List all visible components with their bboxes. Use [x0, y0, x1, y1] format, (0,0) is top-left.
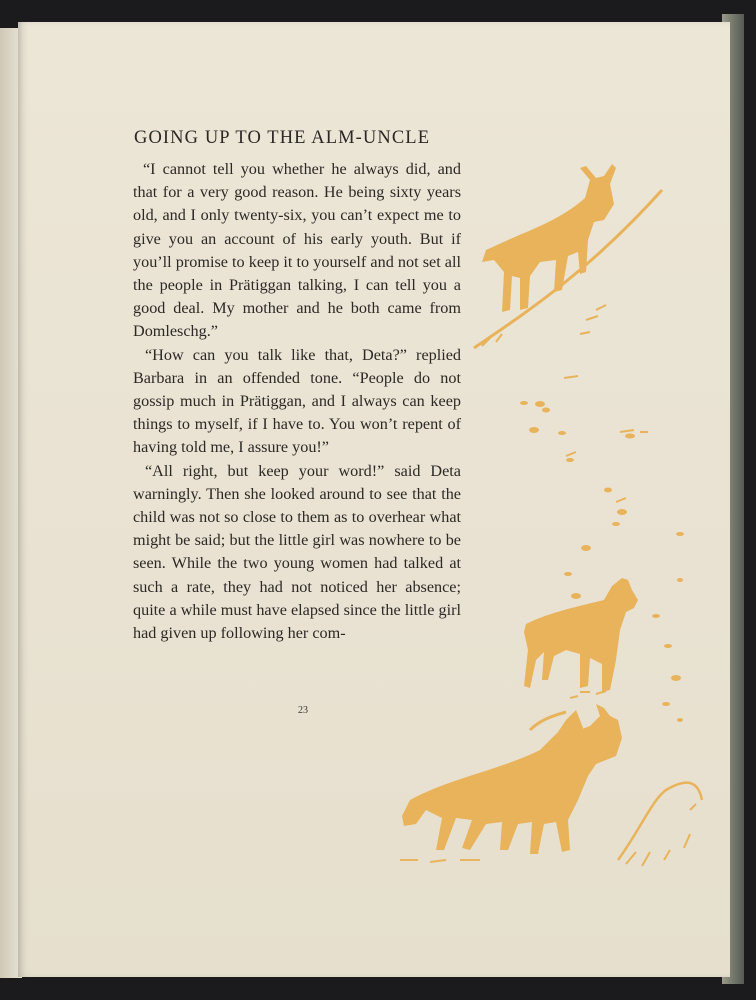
- running-head: GOING UP TO THE ALM-UNCLE: [134, 128, 431, 148]
- goats-climbing-mountain-illustration: [390, 160, 720, 920]
- goats-illustration-icon: [390, 160, 720, 920]
- paragraph-1: “I cannot tell you whether he always did, and that for a very good reason. He being sixty years old, and I only twenty-six, you can’t expect me to give you an account of his early youth. But if you’ll promise to keep it to yourself and not set all the people in Prätiggan talking, I can tell you a good deal. My mother and he both came from Domleschg.”: [133, 160, 461, 341]
- paragraph-3: “All right, but keep your word!” said Deta warningly. Then she looked around to see that the child was not so close to them as to overhear what might be said; but the little girl was nowhere to be seen. While the two young women had talked at such a rate, they had not noticed her absence; quite a while must have elapsed since the little girl had given up following her com-: [133, 461, 461, 643]
- page-number: 23: [298, 705, 308, 716]
- paragraph-2: “How can you talk like that, Deta?” replied Barbara in an offended tone. “People do not gossip much in Prätiggan, and I always can keep things to myself, if I have to. You won’t repent of having told me, I assure you!”: [133, 345, 461, 457]
